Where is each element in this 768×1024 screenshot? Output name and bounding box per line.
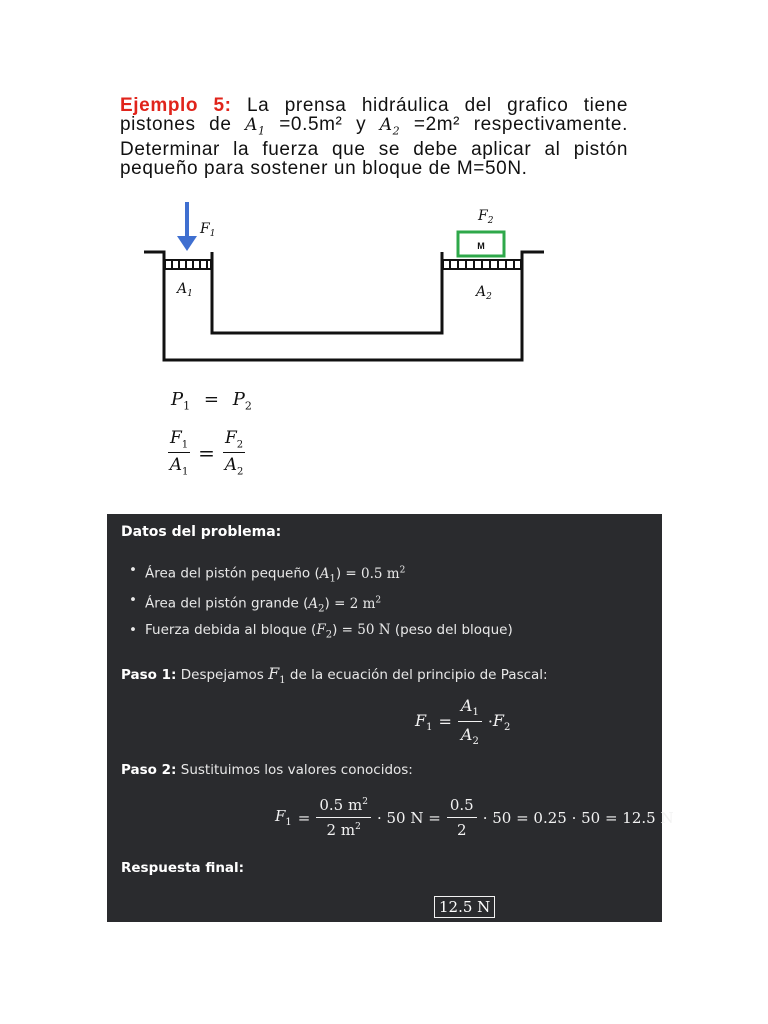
hydraulic-press-diagram [130,196,560,368]
label-a2: $A_2$ [476,284,492,302]
block-label: M [477,241,485,251]
symbol-a1: $A_1$ [245,115,266,138]
press-inner-outline [212,252,442,333]
data-list [129,559,513,649]
list-item: • Fuerza debida al bloque $(F_2) = 50$ N (peso del bloque) [129,619,513,649]
solution-panel [107,514,674,922]
equation-f1-isolated: $F_1$ = $\frac{A_1}{A_2}$ · $F_2$ [415,696,511,748]
example-label: Ejemplo 5: [120,95,232,116]
problem-text-2: =0.5m² y [265,114,380,135]
fraction-f1-a1: $\frac{F_1}{A_1}$ [169,428,189,478]
data-heading: Datos del problema: [121,524,282,540]
problem-statement [120,96,628,178]
pressure-equality: $P_1 = P_2$ [171,389,252,413]
label-f1: $F_1$ [200,221,216,239]
final-answer-box: 12.5 N [434,896,495,918]
force-arrow-icon [177,202,197,251]
label-a1: $A_1$ [177,281,193,299]
step-2: Paso 2: Sustituimos los valores conocidos: [121,762,413,778]
list-item: • Área del pistón grande $(A_2) = 2$ $m^2$ [129,589,513,619]
problem-text-3: =2m² respectivamente. Determinar la fuerza que se debe aplicar al pistón pequeño para sostener un bloque de M=50N. [120,114,628,180]
large-piston [443,260,521,269]
label-f2: $F_2$ [478,208,494,226]
small-piston [165,260,211,269]
symbol-a2: $A_2$ [379,115,401,138]
force-area-equality: $\frac{F_1}{A_1}$ = $\frac{F_2}{A_2}$ [169,428,244,478]
list-item: • Área del pistón pequeño $(A_1) = 0.5$ $m^2$ [129,559,513,589]
problem-text-1: La prensa hidráulica del grafico tiene pistones de [120,95,628,135]
final-answer-heading: Respuesta final: [121,860,245,876]
step-1: Paso 1: Despejamos $F_1$ de la ecuación del principio de Pascal: [121,664,548,687]
equation-substitution: $F_1$ = $\frac{0.5 m^2}{2 m^2}$ · 50 N = $\frac{0.5}{2}$ · 50 = 0.25 · 50 = 12.5 N [275,796,674,839]
fraction-f2-a2: $\frac{F_2}{A_2}$ [224,428,244,478]
